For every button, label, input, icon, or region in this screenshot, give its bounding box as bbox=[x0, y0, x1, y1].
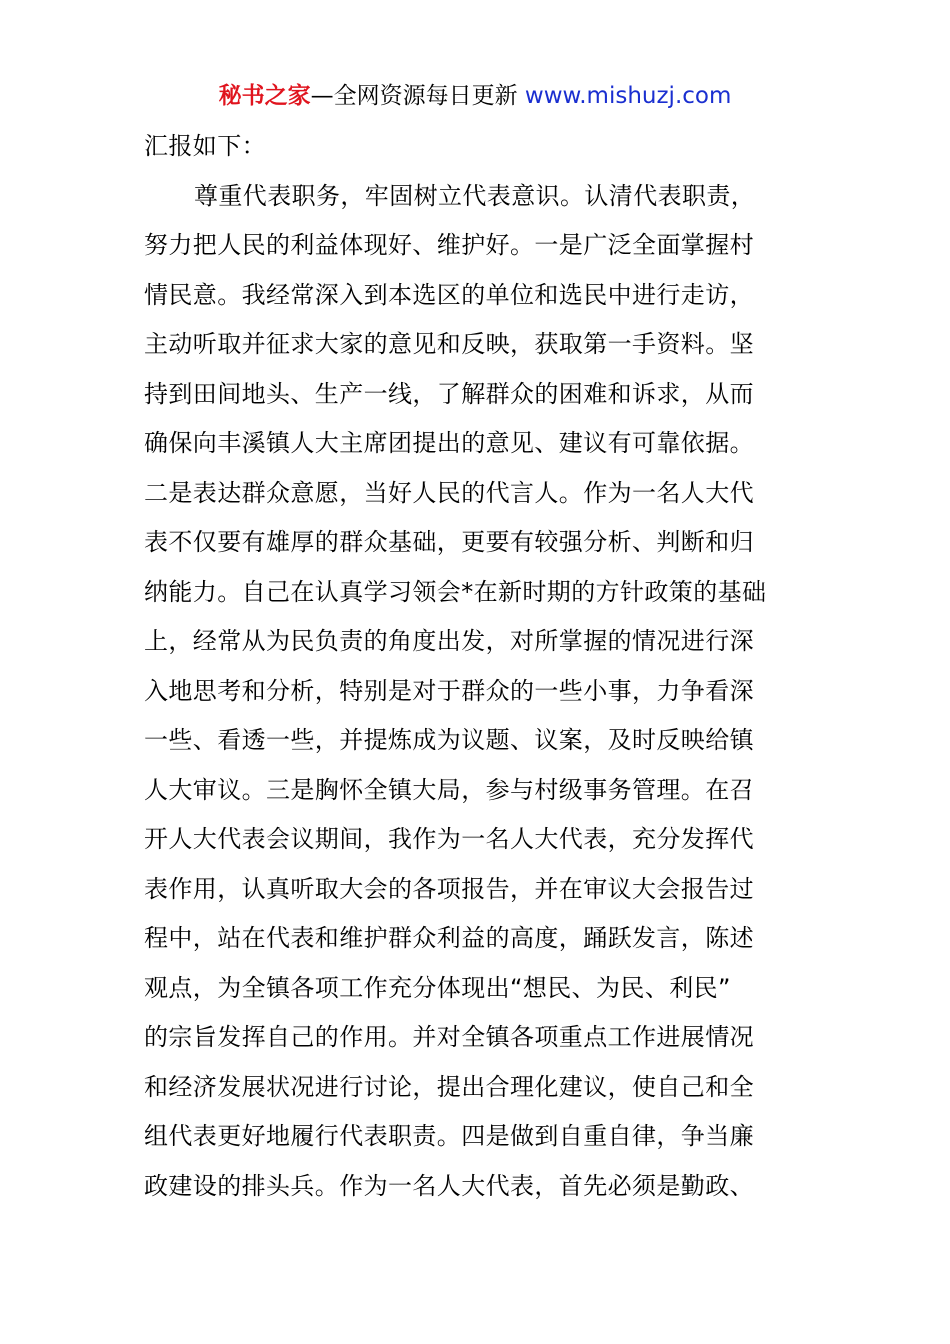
text-line: 表不仅要有雄厚的群众基础，更要有较强分析、判断和归 bbox=[144, 528, 754, 556]
text-line: 努力把人民的利益体现好、维护好。一是广泛全面掌握村 bbox=[144, 231, 754, 259]
text-line: 程中，站在代表和维护群众利益的高度，踊跃发言，陈述 bbox=[144, 924, 754, 952]
text-line: 表作用，认真听取大会的各项报告，并在审议大会报告过 bbox=[144, 874, 754, 903]
text-line: 上，经常从为民负责的角度出发，对所掌握的情况进行深 bbox=[144, 627, 754, 655]
text-line: 情民意。我经常深入到本选区的单位和选民中进行走访， bbox=[144, 280, 754, 309]
text-line: 入地思考和分析，特别是对于群众的一些小事，力争看深 bbox=[144, 676, 754, 705]
document-body bbox=[144, 122, 814, 1211]
text-line: 观点，为全镇各项工作充分体现出“想民、为民、利民” bbox=[144, 973, 731, 1002]
text-line: 汇报如下： bbox=[144, 132, 266, 160]
text-line: 开人大代表会议期间，我作为一名人大代表，充分发挥代 bbox=[144, 825, 754, 853]
text-line: 持到田间地头、生产一线，了解群众的困难和诉求，从而 bbox=[144, 379, 754, 408]
text-line: 人大审议。三是胸怀全镇大局，参与村级事务管理。在召 bbox=[144, 775, 754, 804]
site-header bbox=[0, 80, 950, 112]
text-line: 和经济发展状况进行讨论，提出合理化建议，使自己和全 bbox=[144, 1072, 754, 1101]
text-line: 确保向丰溪镇人大主席团提出的意见、建议有可靠依据。 bbox=[144, 429, 754, 457]
text-line: 主动听取并征求大家的意见和反映，获取第一手资料。坚 bbox=[144, 330, 754, 358]
text-line: 组代表更好地履行代表职责。四是做到自重自律，争当廉 bbox=[144, 1122, 754, 1150]
paragraph-first-line: 尊重代表职务，牢固树立代表意识。认清代表职责， bbox=[194, 181, 756, 210]
text-line: 一些、看透一些，并提炼成为议题、议案，及时反映给镇 bbox=[144, 726, 754, 754]
site-tagline: —全网资源每日更新 bbox=[310, 83, 525, 109]
text-line: 的宗旨发挥自己的作用。并对全镇各项重点工作进展情况 bbox=[144, 1023, 754, 1051]
site-brand: 秘书之家 bbox=[218, 83, 311, 109]
text-line: 政建设的排头兵。作为一名人大代表，首先必须是勤政、 bbox=[144, 1171, 754, 1200]
text-line: 纳能力。自己在认真学习领会*在新时期的方针政策的基础 bbox=[144, 577, 767, 606]
text-line: 二是表达群众意愿，当好人民的代言人。作为一名人大代 bbox=[144, 478, 754, 507]
site-url-link[interactable]: www.mishuzj.com bbox=[524, 83, 732, 109]
